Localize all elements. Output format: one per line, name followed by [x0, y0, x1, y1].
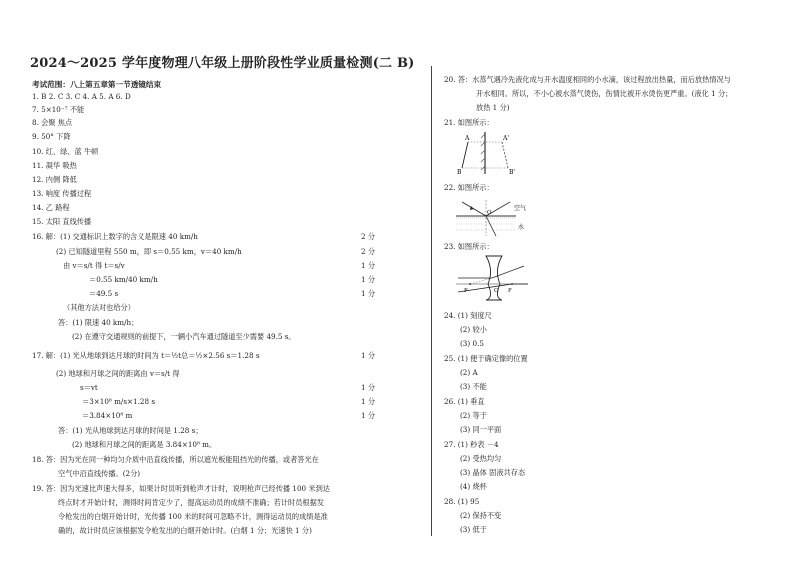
answer-line: 27. (1) 秒表 －4 [444, 440, 499, 449]
answer-line: 10. 红、绿、蓝 牛顿 [32, 147, 99, 156]
figure-21-mirror-diagram [452, 130, 527, 176]
fig22-label: 水 [518, 224, 525, 231]
answer-line: (2) 等于 [460, 411, 487, 420]
answer-line: (2) 受热均匀 [460, 454, 502, 463]
answer-line: 19. 答：因为光速比声速大得多，如果计时员听到枪声才计时，说明枪声已经传播 100 米到达 [32, 484, 330, 493]
answer-line: 26. (1) 垂直 [444, 397, 485, 406]
answer-line: 11. 凝华 吸热 [32, 161, 77, 170]
page-title: 2024～2025 学年度物理八年级上册阶段性学业质量检测(二 B) [30, 56, 415, 71]
answer-line: ＝49.5 s [89, 289, 119, 298]
score: 1 分 [361, 411, 376, 420]
answer-line: (3) 晶体 固液共存态 [460, 468, 526, 477]
answer-line: 确的，故计时员应该根据发令枪发出的白烟开始计时。(白烟 1 分；光速快 1 分) [58, 526, 312, 535]
answer-line: 9. 50° 下降 [32, 132, 71, 141]
fig21-label: B [457, 169, 462, 176]
answer-line: 14. 乙 路程 [32, 203, 70, 212]
score: 2 分 [361, 232, 376, 241]
score: 1 分 [361, 397, 376, 406]
fig23-label: F [508, 288, 512, 294]
answer-line: 空气中沿直线传播。(2分) [58, 469, 141, 478]
score: 1 分 [361, 289, 376, 298]
fig21-label: B' [509, 169, 516, 176]
answer-line: 20. 答：水蒸气遇冷先液化成与开水温度相同的小水滴，该过程放出热量，而后放热情况与 [444, 75, 731, 84]
answer-line: 13. 响度 传播过程 [32, 189, 92, 198]
answer-line: 终点时才开始计时，测得时间肯定少了，提高运动员的成绩不准确；若计时员根据发 [58, 498, 324, 507]
figure-23-lens-diagram [454, 254, 534, 302]
answer-line: (3) 0.5 [460, 339, 484, 348]
answer-line: (2) A [460, 368, 478, 377]
answer-line: 令枪发出的白烟开始计时，光传播 100 米的时间可忽略不计，测得运动员的成绩是准 [58, 512, 328, 521]
answer-line: (2) 地球和月球之间的距离是 3.84×10⁸ m。 [72, 440, 217, 449]
answer-line: ＝0.55 km/40 km/h [89, 275, 158, 284]
answer-line: 由 v＝s/t 得 t＝s/v [63, 261, 125, 270]
score: 1 分 [361, 261, 376, 270]
score: 1 分 [361, 275, 376, 284]
answer-line: 放热 1 分) [476, 103, 510, 112]
answer-line: （其他方法对也给分） [63, 303, 135, 312]
column-divider [431, 66, 432, 536]
answer-line: 18. 答：因为光在同一种均匀介质中沿直线传播，所以遮光板能阻挡光的传播，或者答光在 [32, 455, 319, 464]
answer-line: ＝3.84×10⁸ m [82, 411, 133, 420]
answer-line: 答：(1) 限速 40 km/h； [58, 318, 139, 327]
fig22-label: O [487, 210, 492, 216]
answer-line: 答：(1) 光从地球到达月球的时间是 1.28 s； [58, 426, 203, 435]
answer-line: (2) 已知隧道里程 550 m，即 s＝0.55 km，v＝40 km/h [56, 247, 242, 256]
answer-line: 8. 会聚 焦点 [32, 118, 73, 127]
answer-line: (4) 烧杯 [460, 482, 487, 491]
score: 2 分 [361, 247, 376, 256]
fig21-label: A' [503, 135, 509, 142]
answer-line: 25. (1) 便于确定像的位置 [444, 354, 528, 363]
answer-line: 12. 内侧 降低 [32, 175, 77, 184]
answer-line: (3) 不能 [460, 382, 487, 391]
answer-line: s＝vt [80, 383, 98, 392]
answer-line: 22. 如图所示： [444, 183, 494, 192]
fig23-label: O [494, 288, 499, 294]
answer-line: 17. 解：(1) 光从地球到达月球的时间为 t＝½t总＝½×2.56 s＝1.28 s [32, 351, 260, 360]
fig21-label: A [465, 135, 470, 142]
answer-line: 23. 如图所示： [444, 242, 494, 251]
answer-line: 24. (1) 刻度尺 [444, 311, 492, 320]
score: 1 分 [361, 383, 376, 392]
answer-line: ＝3×10⁸ m/s×1.28 s [82, 397, 156, 406]
figure-22-refraction-diagram [452, 196, 532, 240]
score: 1 分 [361, 351, 376, 360]
answer-line: (2) 较小 [460, 325, 487, 334]
answer-line: 7. 5×10⁻⁷ 不能 [32, 105, 85, 114]
answer-line: 16. 解：(1) 交通标识上数字的含义是限速 40 km/h [32, 232, 198, 241]
answer-line: 开水相同。所以，不小心被水蒸气烫伤，伤情比被开水烫伤更严重。(液化 1 分； [476, 89, 733, 98]
answer-line: 15. 太阳 直线传播 [32, 217, 92, 226]
exam-scope: 考试范围：八上第五章第一节透镜结束 [32, 80, 162, 89]
answer-line: 21. 如图所示： [444, 118, 494, 127]
answer-line: (2) 在遵守交通规则的前提下，一辆小汽车通过隧道至少需要 49.5 s。 [72, 332, 296, 341]
answer-line: 28. (1) 95 [444, 497, 480, 506]
answer-line: (3) 低于 [460, 525, 487, 534]
answer-line: (3) 同一平面 [460, 425, 502, 434]
answer-line: (2) 地球和月球之间的距离由 v＝s/t 得 [56, 369, 180, 378]
fig23-label: F [464, 288, 468, 294]
fig22-label: 空气 [514, 205, 527, 212]
answer-line: 1. B 2. C 3. C 4. A 5. A 6. D [32, 92, 131, 101]
answer-line: (2) 保持不变 [460, 511, 502, 520]
